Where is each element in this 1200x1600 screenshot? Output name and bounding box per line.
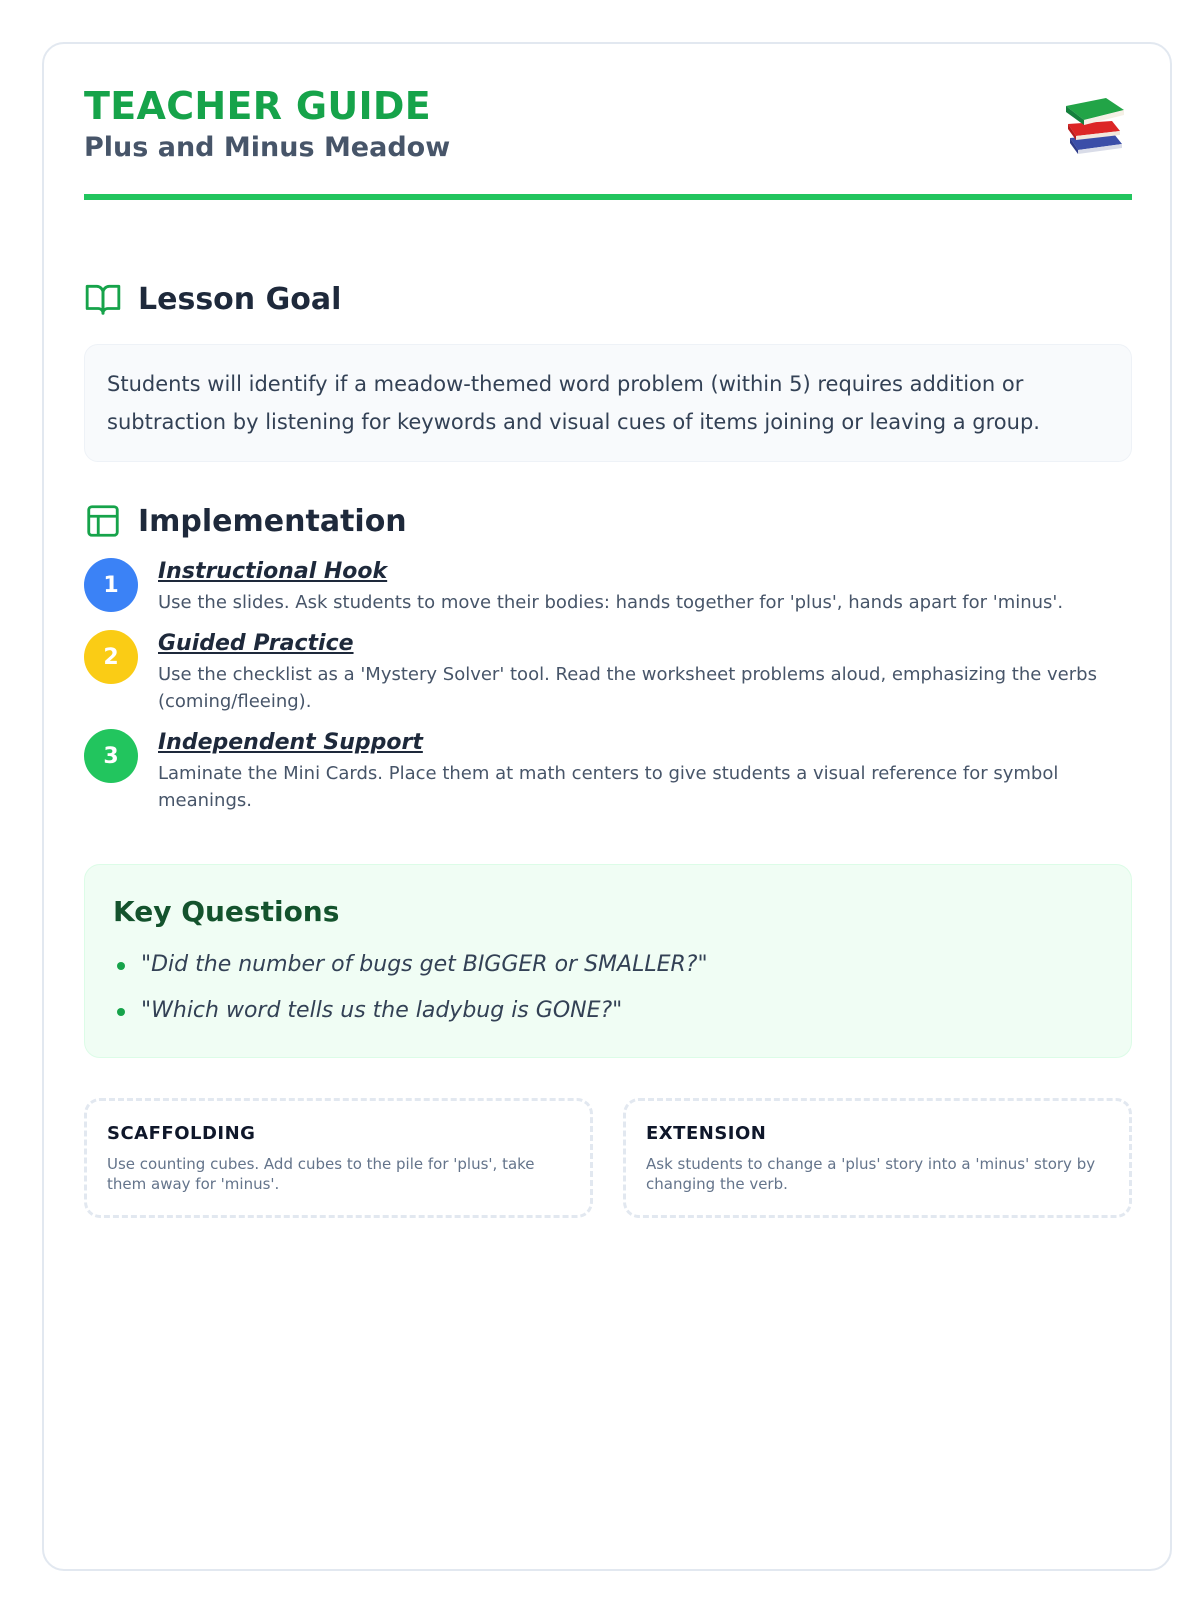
teacher-guide-page bbox=[42, 42, 1172, 1571]
step-item bbox=[84, 729, 1132, 814]
page-subtitle: Plus and Minus Meadow bbox=[84, 132, 451, 163]
scaffolding-title: SCAFFOLDING bbox=[107, 1123, 256, 1144]
page-content bbox=[84, 84, 1132, 1193]
lesson-goal-text: Students will identify if a meadow-themed word problem (within 5) requires addition or subtraction by listening for keywords and visual cues of items joining or leaving a group. bbox=[84, 344, 1132, 462]
step-item bbox=[84, 558, 1132, 616]
scaffolding-text: Use counting cubes. Add cubes to the pile for 'plus', take them away for 'minus'. bbox=[107, 1155, 535, 1193]
extension-title: EXTENSION bbox=[646, 1123, 767, 1144]
implementation-heading bbox=[84, 502, 407, 540]
key-questions-box bbox=[84, 864, 1132, 1058]
step-title: Instructional Hook bbox=[158, 559, 388, 584]
scaffolding-card bbox=[84, 1098, 593, 1218]
question-item: "Which word tells us the ladybug is GONE?" bbox=[113, 988, 1103, 1034]
implementation-steps bbox=[84, 558, 1132, 828]
step-title: Guided Practice bbox=[158, 631, 354, 656]
key-questions-list bbox=[113, 942, 1103, 1034]
step-number-badge: 3 bbox=[84, 729, 138, 783]
lesson-goal-title: Lesson Goal bbox=[138, 281, 342, 317]
step-number-badge: 2 bbox=[84, 630, 138, 684]
page-header bbox=[84, 84, 1132, 200]
support-cards bbox=[84, 1098, 1132, 1218]
key-questions-title: Key Questions bbox=[113, 895, 340, 928]
open-book-icon bbox=[84, 280, 122, 318]
implementation-title: Implementation bbox=[138, 503, 407, 539]
step-title: Independent Support bbox=[158, 730, 423, 755]
step-description: Use the slides. Ask students to move their bodies: hands together for 'plus', hands apart for 'minus'. bbox=[158, 592, 1064, 613]
step-item bbox=[84, 630, 1132, 715]
step-description: Laminate the Mini Cards. Place them at math centers to give students a visual reference for symbol meanings. bbox=[158, 763, 1059, 811]
question-item: "Did the number of bugs get BIGGER or SMALLER?" bbox=[113, 942, 1103, 988]
extension-text: Ask students to change a 'plus' story into a 'minus' story by changing the verb. bbox=[646, 1155, 1096, 1193]
books-icon bbox=[1062, 94, 1128, 158]
lesson-goal-heading bbox=[84, 280, 341, 318]
layout-icon bbox=[84, 502, 122, 540]
step-description: Use the checklist as a 'Mystery Solver' tool. Read the worksheet problems aloud, emphasizing the verbs (coming/fleeing). bbox=[158, 664, 1097, 712]
step-number-badge: 1 bbox=[84, 558, 138, 612]
extension-card bbox=[623, 1098, 1132, 1218]
page-title: TEACHER GUIDE bbox=[84, 84, 432, 128]
